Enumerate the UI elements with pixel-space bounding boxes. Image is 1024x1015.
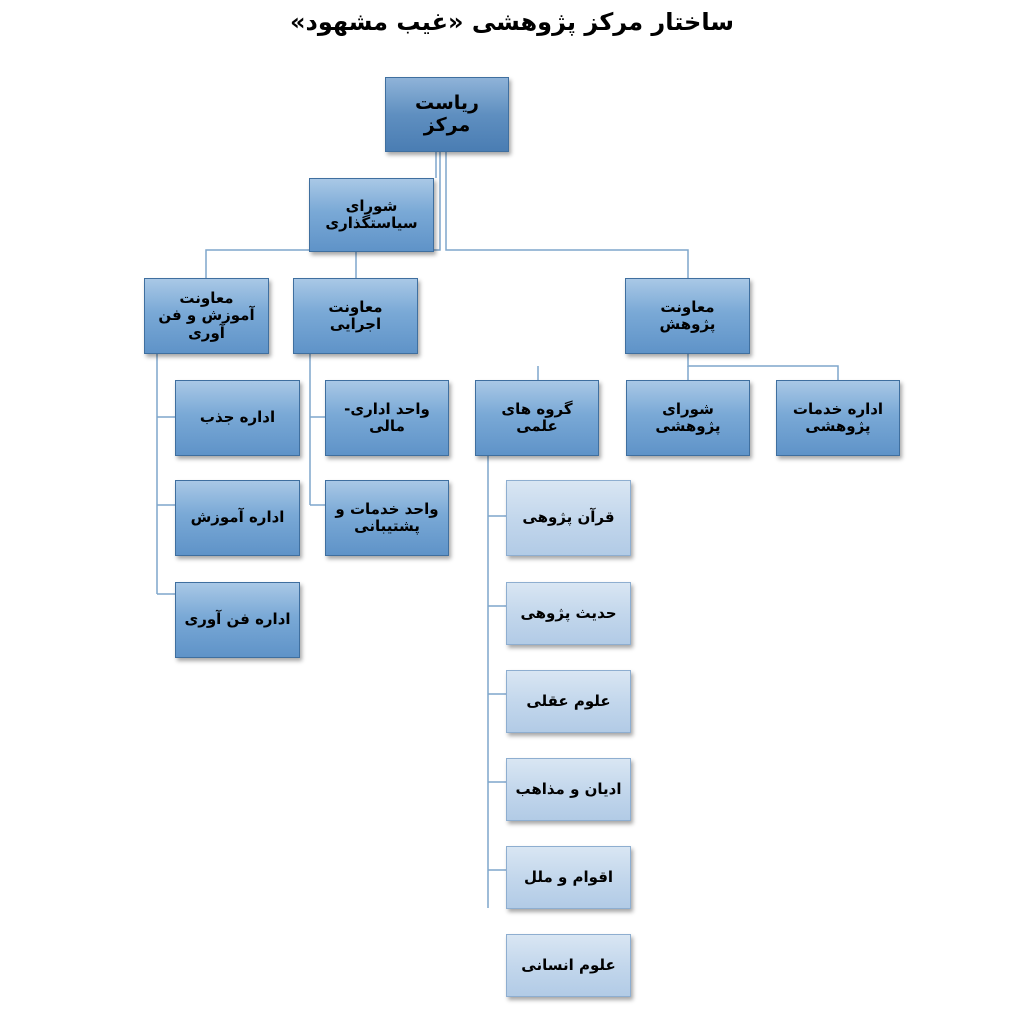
node-head (385, 77, 509, 152)
node-education-deputy-label: معاونت آموزش و فن آوری (158, 289, 255, 342)
node-education-deputy (144, 278, 269, 354)
node-scientific-groups (475, 380, 599, 456)
node-research-deputy-label: معاونت پژوهش (659, 297, 716, 333)
diagram-title: ساختار مرکز پژوهشی «غیب مشهود» (290, 8, 734, 36)
node-policy-council-label: شورای سیاستگذاری (325, 196, 418, 232)
node-research-council (626, 380, 750, 456)
node-research-services-label: اداره خدمات پژوهشی (792, 399, 884, 435)
node-rational-sciences (506, 670, 631, 733)
node-head-label: ریاست مرکز (414, 91, 479, 136)
node-technology-office (175, 582, 300, 658)
node-quran-studies (506, 480, 631, 556)
node-ethnicities (506, 846, 631, 909)
node-recruitment (175, 380, 300, 456)
node-admin-finance (325, 380, 449, 456)
node-religions-label: ادیان و مذاهب (515, 779, 622, 798)
node-support-services-label: واحد خدمات و پشتیبانی (335, 499, 439, 535)
node-research-deputy (625, 278, 750, 354)
node-technology-office-label: اداره فن آوری (184, 610, 291, 629)
node-quran-studies-label: قرآن پژوهی (522, 508, 615, 527)
node-executive-deputy-label: معاونت اجرایی (328, 297, 383, 333)
node-humanities (506, 934, 631, 997)
node-religions (506, 758, 631, 821)
node-education-office (175, 480, 300, 556)
node-scientific-groups-label: گروه های علمی (501, 399, 573, 435)
node-executive-deputy (293, 278, 418, 354)
node-admin-finance-label: واحد اداری-مالی (344, 399, 430, 435)
node-policy-council (309, 178, 434, 252)
node-hadith-studies (506, 582, 631, 645)
node-humanities-label: علوم انسانی (521, 955, 616, 974)
node-support-services (325, 480, 449, 556)
node-research-services (776, 380, 900, 456)
node-hadith-studies-label: حدیث پژوهی (520, 603, 617, 622)
node-recruitment-label: اداره جذب (199, 408, 276, 427)
node-education-office-label: اداره آموزش (190, 508, 285, 527)
node-research-council-label: شورای پژوهشی (655, 399, 721, 435)
node-ethnicities-label: اقوام و ملل (523, 867, 614, 886)
node-rational-sciences-label: علوم عقلی (526, 691, 611, 710)
